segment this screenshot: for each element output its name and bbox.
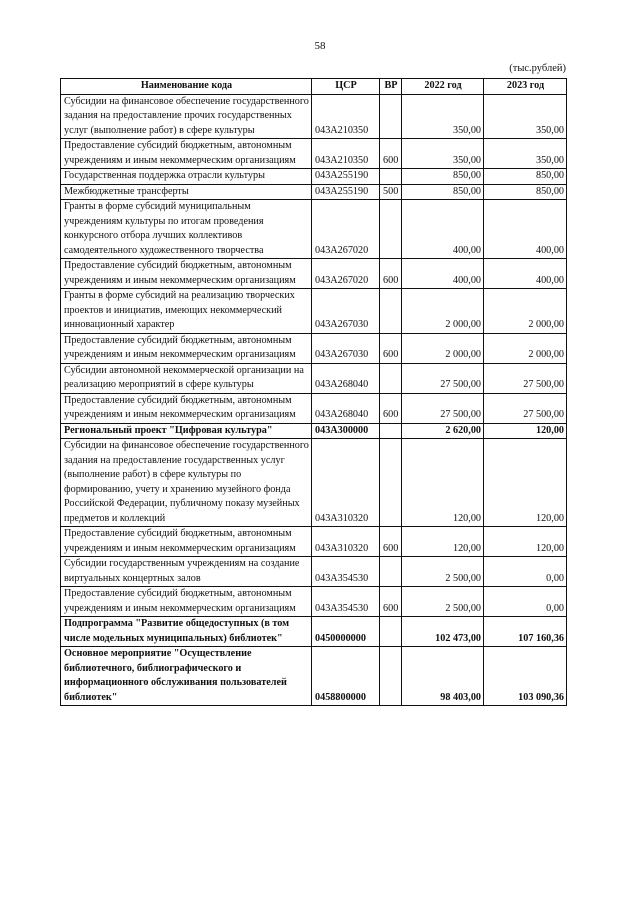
- header-name: Наименование кода: [61, 79, 312, 95]
- row-amount-2022: 120,00: [402, 439, 484, 527]
- row-name: Гранты в форме субсидий на реализацию творческих проектов и инициатив, имеющих некоммерческий инновационный характер: [61, 289, 312, 334]
- row-csr-code: 0450000000: [312, 617, 380, 647]
- row-amount-2023: 850,00: [484, 184, 567, 200]
- table-row: [61, 169, 567, 185]
- row-csr-code: 043A310320: [312, 527, 380, 557]
- row-vr-code: [380, 169, 402, 185]
- table-row: [61, 94, 567, 139]
- row-vr-code: [380, 439, 402, 527]
- row-csr-code: 043A267030: [312, 333, 380, 363]
- table-row: [61, 363, 567, 393]
- table-row: [61, 617, 567, 647]
- table-row: [61, 393, 567, 423]
- row-amount-2022: 2 000,00: [402, 333, 484, 363]
- table-row: [61, 184, 567, 200]
- header-2022: 2022 год: [402, 79, 484, 95]
- table-row: [61, 333, 567, 363]
- row-name: Субсидии государственным учреждениям на создание виртуальных концертных залов: [61, 557, 312, 587]
- row-name: Субсидии на финансовое обеспечение государственного задания на предоставление прочих государственных услуг (выполнение работ) в сфере культуры: [61, 94, 312, 139]
- row-amount-2022: 850,00: [402, 169, 484, 185]
- table-body: [61, 94, 567, 706]
- row-amount-2023: 120,00: [484, 439, 567, 527]
- row-amount-2022: 27 500,00: [402, 363, 484, 393]
- table-row: [61, 259, 567, 289]
- table-row: [61, 647, 567, 706]
- row-amount-2022: 102 473,00: [402, 617, 484, 647]
- table-row: [61, 439, 567, 527]
- row-amount-2023: 350,00: [484, 94, 567, 139]
- row-amount-2022: 2 000,00: [402, 289, 484, 334]
- row-vr-code: 600: [380, 527, 402, 557]
- row-name: Предоставление субсидий бюджетным, автономным учреждениям и иным некоммерческим организациям: [61, 259, 312, 289]
- table-row: [61, 139, 567, 169]
- header-csr: ЦСР: [312, 79, 380, 95]
- row-amount-2023: 0,00: [484, 557, 567, 587]
- row-csr-code: 043A268040: [312, 393, 380, 423]
- row-amount-2022: 2 620,00: [402, 423, 484, 439]
- row-amount-2023: 0,00: [484, 587, 567, 617]
- row-csr-code: 0458800000: [312, 647, 380, 706]
- row-amount-2023: 27 500,00: [484, 393, 567, 423]
- row-name: Предоставление субсидий бюджетным, автономным учреждениям и иным некоммерческим организациям: [61, 139, 312, 169]
- row-name: Субсидии на финансовое обеспечение государственного задания на предоставление государственных услуг (выполнение работ) в сфере культуры по формированию, учету и хранению музейного фонда Российской Федерации, публичному показу музейных предметов и коллекций: [61, 439, 312, 527]
- row-amount-2022: 2 500,00: [402, 587, 484, 617]
- row-amount-2023: 120,00: [484, 527, 567, 557]
- row-amount-2022: 98 403,00: [402, 647, 484, 706]
- row-vr-code: 600: [380, 587, 402, 617]
- row-amount-2023: 400,00: [484, 200, 567, 259]
- unit-note: (тыс.рублей): [509, 63, 566, 74]
- row-amount-2022: 350,00: [402, 139, 484, 169]
- header-2023: 2023 год: [484, 79, 567, 95]
- row-amount-2022: 350,00: [402, 94, 484, 139]
- row-csr-code: 043A255190: [312, 169, 380, 185]
- row-name: Предоставление субсидий бюджетным, автономным учреждениям и иным некоммерческим организациям: [61, 527, 312, 557]
- row-amount-2023: 350,00: [484, 139, 567, 169]
- row-vr-code: [380, 557, 402, 587]
- row-name: Предоставление субсидий бюджетным, автономным учреждениям и иным некоммерческим организациям: [61, 587, 312, 617]
- row-vr-code: [380, 94, 402, 139]
- row-amount-2022: 27 500,00: [402, 393, 484, 423]
- table-row: [61, 200, 567, 259]
- row-csr-code: 043A310320: [312, 439, 380, 527]
- row-vr-code: 600: [380, 139, 402, 169]
- row-amount-2022: 120,00: [402, 527, 484, 557]
- table-row: [61, 527, 567, 557]
- row-name: Региональный проект "Цифровая культура": [61, 423, 312, 439]
- table-row: [61, 557, 567, 587]
- row-amount-2023: 2 000,00: [484, 333, 567, 363]
- row-name: Подпрограмма "Развитие общедоступных (в том числе модельных муниципальных) библиотек": [61, 617, 312, 647]
- row-name: Субсидии автономной некоммерческой организации на реализацию мероприятий в сфере культуры: [61, 363, 312, 393]
- row-amount-2022: 400,00: [402, 259, 484, 289]
- row-csr-code: 043A268040: [312, 363, 380, 393]
- row-name: Государственная поддержка отрасли культуры: [61, 169, 312, 185]
- row-csr-code: 043A300000: [312, 423, 380, 439]
- table-row: [61, 289, 567, 334]
- budget-table: [60, 78, 567, 706]
- row-name: Основное мероприятие "Осуществление библиотечного, библиографического и информационного обслуживания пользователей библиотек": [61, 647, 312, 706]
- row-csr-code: 043A354530: [312, 557, 380, 587]
- row-amount-2022: 400,00: [402, 200, 484, 259]
- row-amount-2023: 107 160,36: [484, 617, 567, 647]
- row-amount-2022: 850,00: [402, 184, 484, 200]
- row-csr-code: 043A267030: [312, 289, 380, 334]
- row-amount-2023: 27 500,00: [484, 363, 567, 393]
- header-vr: ВР: [380, 79, 402, 95]
- row-amount-2023: 103 090,36: [484, 647, 567, 706]
- row-csr-code: 043A210350: [312, 94, 380, 139]
- row-vr-code: [380, 289, 402, 334]
- row-vr-code: [380, 647, 402, 706]
- row-vr-code: [380, 200, 402, 259]
- row-vr-code: [380, 423, 402, 439]
- row-csr-code: 043A354530: [312, 587, 380, 617]
- row-csr-code: 043A210350: [312, 139, 380, 169]
- row-amount-2023: 120,00: [484, 423, 567, 439]
- row-vr-code: [380, 617, 402, 647]
- row-vr-code: [380, 363, 402, 393]
- row-amount-2022: 2 500,00: [402, 557, 484, 587]
- table-row: [61, 587, 567, 617]
- row-csr-code: 043A267020: [312, 259, 380, 289]
- row-csr-code: 043A267020: [312, 200, 380, 259]
- table-header-row: [61, 79, 567, 95]
- row-name: Межбюджетные трансферты: [61, 184, 312, 200]
- table-row: [61, 423, 567, 439]
- row-amount-2023: 850,00: [484, 169, 567, 185]
- row-name: Гранты в форме субсидий муниципальным учреждениям культуры по итогам проведения конкурсного отбора лучших коллективов самодеятельного художественного творчества: [61, 200, 312, 259]
- row-vr-code: 600: [380, 259, 402, 289]
- row-amount-2023: 400,00: [484, 259, 567, 289]
- row-name: Предоставление субсидий бюджетным, автономным учреждениям и иным некоммерческим организациям: [61, 393, 312, 423]
- page-number: 58: [314, 40, 326, 52]
- row-vr-code: 500: [380, 184, 402, 200]
- row-vr-code: 600: [380, 333, 402, 363]
- row-vr-code: 600: [380, 393, 402, 423]
- row-amount-2023: 2 000,00: [484, 289, 567, 334]
- row-name: Предоставление субсидий бюджетным, автономным учреждениям и иным некоммерческим организациям: [61, 333, 312, 363]
- row-csr-code: 043A255190: [312, 184, 380, 200]
